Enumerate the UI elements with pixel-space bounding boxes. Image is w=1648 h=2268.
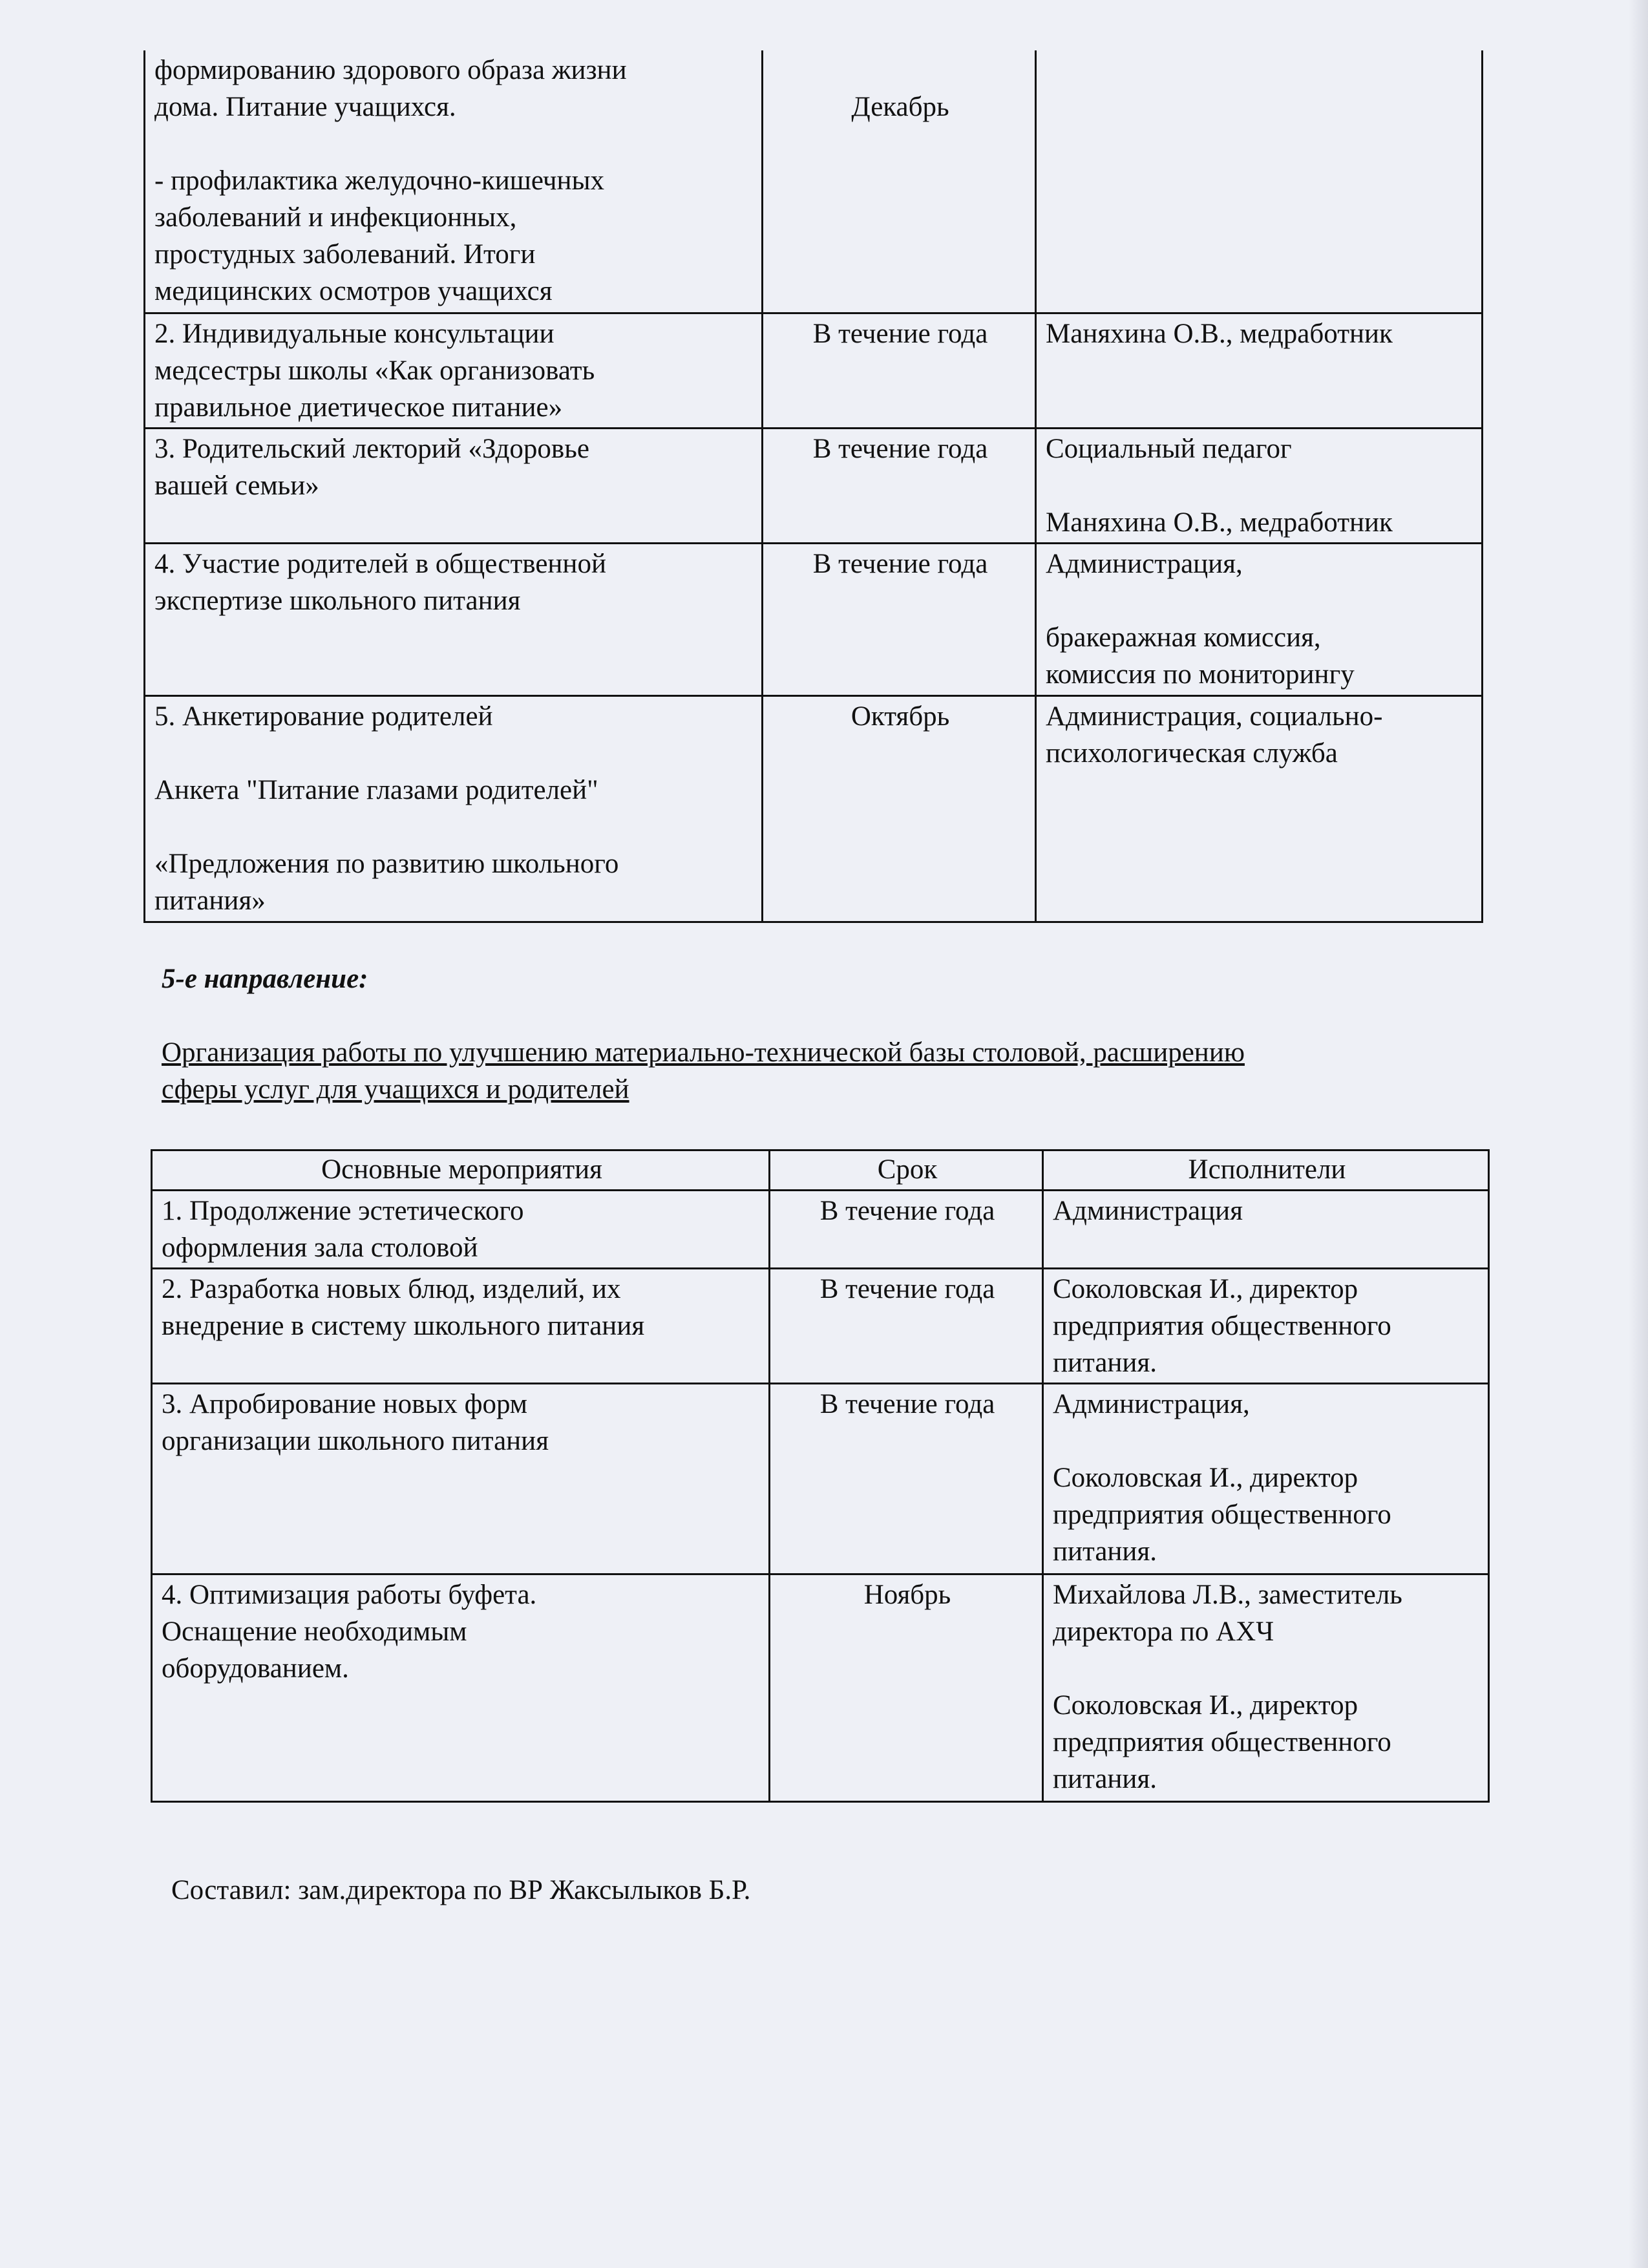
cell-text: экспертизе школьного питания	[154, 585, 521, 616]
cell-gap	[1053, 1650, 1481, 1687]
term-cell	[770, 1574, 1043, 1802]
executors-cell	[1043, 1574, 1489, 1802]
cell-text: Соколовская И., директор	[1053, 1274, 1358, 1304]
executors-cell	[1036, 543, 1483, 695]
cell-text: внедрение в систему школьного питания	[162, 1311, 645, 1341]
term-cell	[770, 1384, 1043, 1574]
column-header: Основные мероприятия	[152, 1150, 770, 1191]
cell-text: питания.	[1053, 1348, 1157, 1378]
executors-cell	[1043, 1191, 1489, 1269]
cell-text: Соколовская И., директор	[1053, 1463, 1358, 1493]
table-row	[152, 1191, 1489, 1269]
cell-text: предприятия общественного	[1053, 1727, 1391, 1757]
cell-text: «Предложения по развитию школьного	[154, 848, 619, 879]
cell-text: простудных заболеваний. Итоги	[154, 239, 536, 270]
activity-cell	[145, 428, 763, 543]
cell-text: 2. Разработка новых блюд, изделий, их	[162, 1274, 621, 1304]
cell-gap	[1046, 582, 1475, 619]
cell-text: В течение года	[812, 548, 988, 579]
activity-cell	[145, 543, 763, 695]
term-cell	[770, 1269, 1043, 1384]
table-row	[145, 50, 1483, 313]
cell-text: 4. Участие родителей в общественной	[154, 548, 606, 579]
term-cell	[763, 428, 1036, 543]
cell-text: вашей семьи»	[154, 470, 319, 501]
cell-text: В течение года	[819, 1196, 995, 1226]
cell-gap	[1053, 1423, 1481, 1459]
cell-text: Администрация,	[1046, 548, 1243, 579]
cell-text: В течение года	[812, 433, 988, 464]
cell-text: психологическая служба	[1046, 737, 1338, 768]
cell-text: бракеражная комиссия,	[1046, 622, 1321, 653]
column-header: Срок	[770, 1150, 1043, 1191]
cell-text: организации школьного питания	[162, 1426, 549, 1456]
cell-text: - профилактика желудочно-кишечных	[154, 165, 604, 196]
activities-table-bottom	[151, 1149, 1490, 1803]
cell-text: 5. Анкетирование родителей	[154, 701, 493, 732]
executors-cell	[1036, 313, 1483, 428]
term-cell	[763, 313, 1036, 428]
cell-text: Социальный педагог	[1046, 433, 1292, 464]
cell-text: директора по АХЧ	[1053, 1616, 1274, 1647]
executors-cell	[1043, 1384, 1489, 1574]
term-cell	[763, 695, 1036, 922]
cell-text: заболеваний и инфекционных,	[154, 202, 517, 233]
signature-line: Составил: зам.директора по ВР Жаксылыков Б.Р.	[171, 1875, 751, 1905]
activity-cell	[145, 50, 763, 313]
cell-text: питания»	[154, 885, 266, 916]
cell-gap	[154, 125, 755, 162]
cell-gap	[154, 735, 755, 772]
cell-text: Администрация	[1053, 1196, 1243, 1226]
cell-text: 3. Родительский лекторий «Здоровье	[154, 433, 589, 464]
cell-text: 1. Продолжение эстетического	[162, 1196, 524, 1226]
activity-cell	[152, 1191, 770, 1269]
table-row	[152, 1574, 1489, 1802]
term-cell	[763, 543, 1036, 695]
table-row	[145, 428, 1483, 543]
term-cell	[770, 1191, 1043, 1269]
cell-text: формированию здорового образа жизни	[154, 55, 627, 85]
section-heading: 5-е направление:	[162, 964, 368, 994]
cell-text: Анкета "Питание глазами родителей"	[154, 774, 598, 805]
cell-text: медсестры школы «Как организовать	[154, 355, 595, 386]
cell-text: предприятия общественного	[1053, 1500, 1391, 1530]
cell-text: Оснащение необходимым	[162, 1616, 467, 1647]
activity-cell	[152, 1384, 770, 1574]
executors-cell	[1036, 428, 1483, 543]
cell-text: 2. Индивидуальные консультации	[154, 318, 555, 349]
cell-text: В течение года	[819, 1274, 995, 1304]
cell-text: В течение года	[812, 318, 988, 349]
table-row	[145, 695, 1483, 922]
activity-cell	[152, 1269, 770, 1384]
table-row	[145, 543, 1483, 695]
cell-gap	[1046, 467, 1475, 504]
cell-text: Декабрь	[851, 92, 949, 122]
cell-text: комиссия по мониторингу	[1046, 659, 1355, 690]
cell-text: оборудованием.	[162, 1653, 349, 1684]
cell-text: правильное диетическое питание»	[154, 392, 563, 423]
cell-text: медицинских осмотров учащихся	[154, 276, 553, 306]
cell-text: Октябрь	[850, 701, 950, 732]
cell-text: 3. Апробирование новых форм	[162, 1389, 528, 1419]
column-header: Исполнители	[1043, 1150, 1489, 1191]
cell-text: Михайлова Л.В., заместитель	[1053, 1580, 1402, 1610]
cell-text: оформления зала столовой	[162, 1233, 478, 1263]
table-row	[152, 1269, 1489, 1384]
activity-cell	[145, 313, 763, 428]
section-title-line: Организация работы по улучшению материально-технической базы столовой, расширению	[162, 1037, 1245, 1068]
activity-cell	[152, 1574, 770, 1802]
cell-text: 4. Оптимизация работы буфета.	[162, 1580, 537, 1610]
cell-gap	[154, 809, 755, 845]
activity-cell	[145, 695, 763, 922]
executors-cell	[1043, 1269, 1489, 1384]
page-edge	[1629, 0, 1648, 2268]
executors-cell	[1036, 695, 1483, 922]
section-title	[162, 1034, 1454, 1108]
cell-text: питания.	[1053, 1764, 1157, 1794]
cell-gap	[772, 52, 1028, 89]
cell-text: Соколовская И., директор	[1053, 1690, 1358, 1721]
activities-table-top	[143, 50, 1483, 923]
cell-text: Маняхина О.В., медработник	[1046, 507, 1393, 538]
cell-text: предприятия общественного	[1053, 1311, 1391, 1341]
cell-text: Администрация,	[1053, 1389, 1250, 1419]
table-row	[152, 1384, 1489, 1574]
cell-text: Администрация, социально-	[1046, 701, 1383, 732]
table-header-row	[152, 1150, 1489, 1191]
cell-text: Ноябрь	[863, 1580, 951, 1610]
cell-text: дома. Питание учащихся.	[154, 92, 456, 122]
table-row	[145, 313, 1483, 428]
cell-text: В течение года	[819, 1389, 995, 1419]
term-cell	[763, 50, 1036, 313]
section-title-line: сферы услуг для учащихся и родителей	[162, 1074, 629, 1105]
cell-text: Маняхина О.В., медработник	[1046, 318, 1393, 349]
executors-cell	[1036, 50, 1483, 313]
cell-text: питания.	[1053, 1536, 1157, 1567]
